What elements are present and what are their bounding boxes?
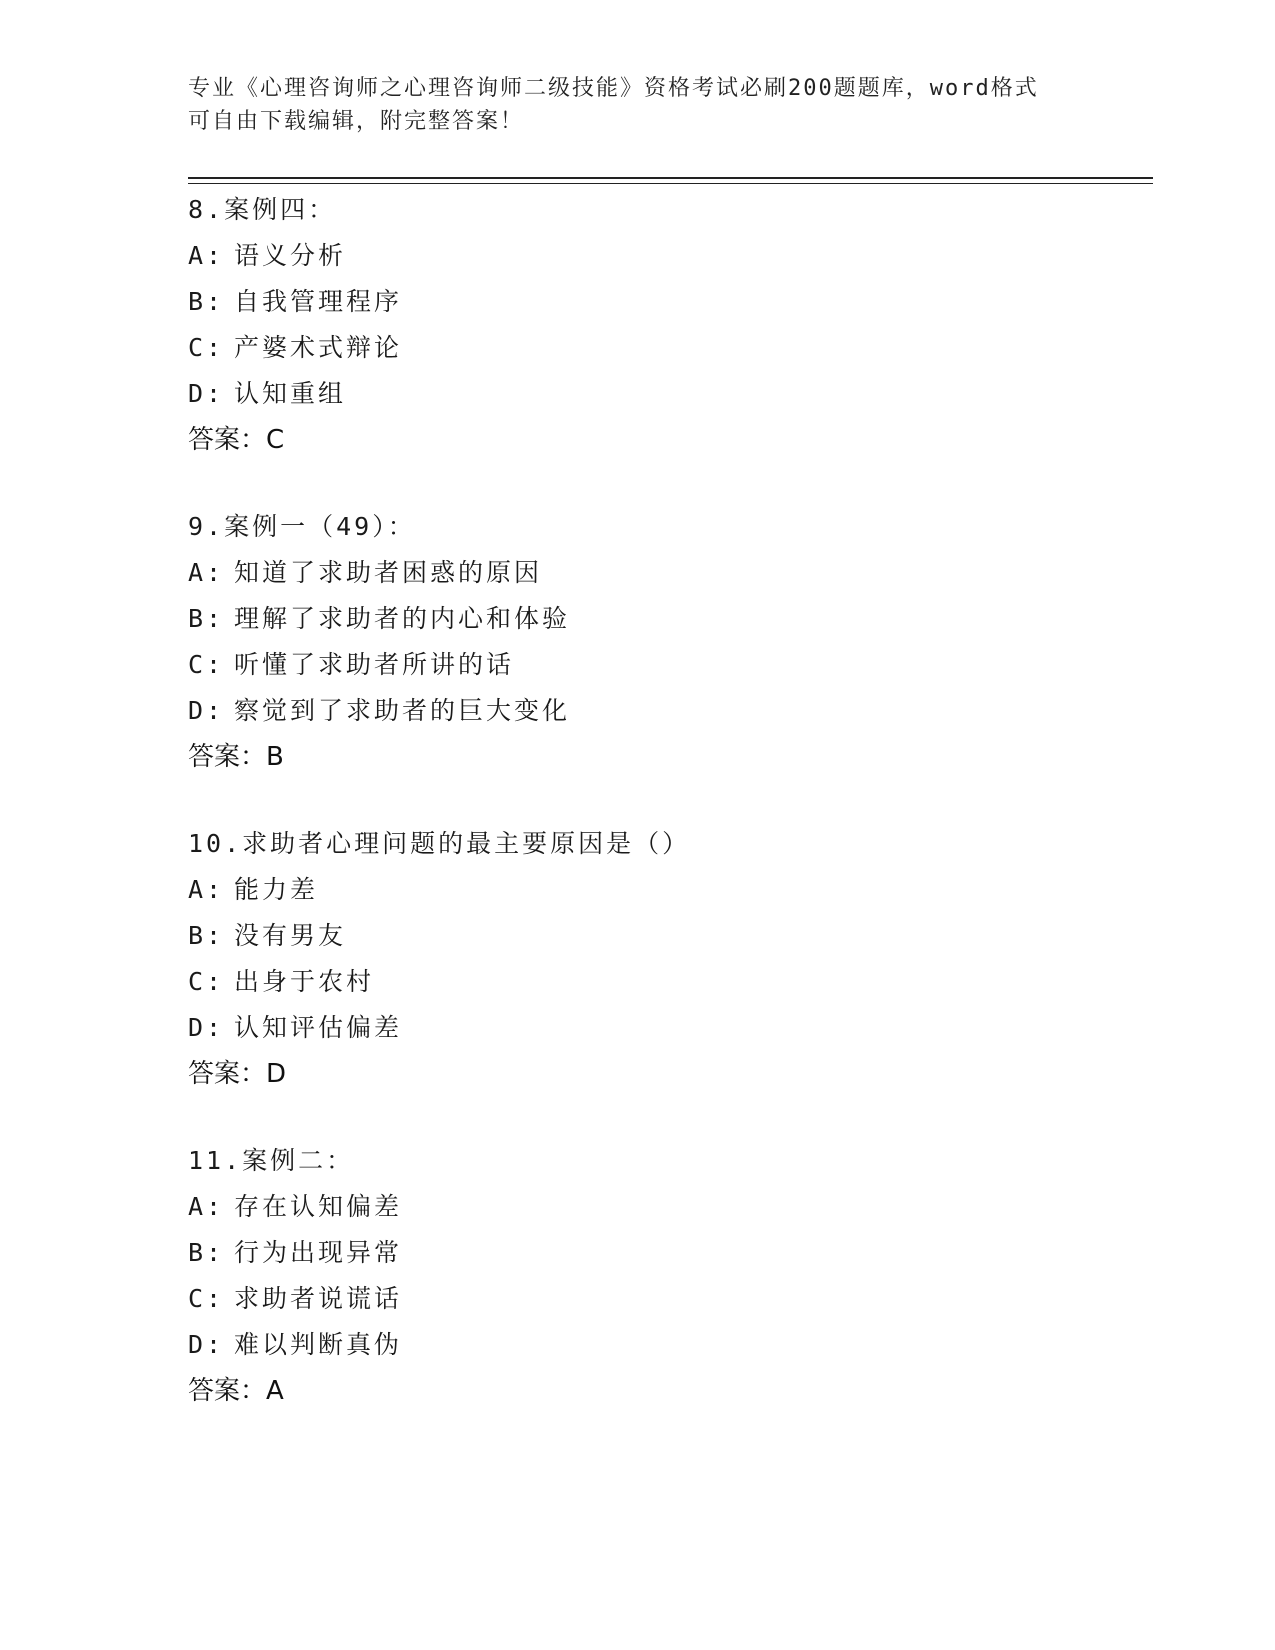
- option-letter: C:: [188, 1284, 225, 1313]
- option-letter: A:: [188, 241, 225, 270]
- question-title: 10.求助者心理问题的最主要原因是（）: [188, 829, 691, 858]
- option-letter: D:: [188, 696, 225, 725]
- answer-line: 答案：B: [188, 742, 284, 772]
- option-c: [188, 959, 1153, 1005]
- option-d: [188, 1322, 1153, 1368]
- question-list: [188, 187, 1153, 1455]
- option-text: 难以判断真伪: [234, 1330, 403, 1359]
- header-divider-thin: [188, 183, 1153, 184]
- option-b: [188, 596, 1153, 642]
- header-line-1: 专业《心理咨询师之心理咨询师二级技能》资格考试必刷200题题库，word格式: [188, 76, 1039, 101]
- option-letter: C:: [188, 333, 225, 362]
- option-a: [188, 867, 1153, 913]
- option-text: 语义分析: [234, 241, 347, 270]
- option-text: 认知评估偏差: [234, 1013, 403, 1042]
- option-text: 知道了求助者困惑的原因: [234, 558, 543, 587]
- option-letter: B:: [188, 1238, 225, 1267]
- option-letter: B:: [188, 921, 225, 950]
- answer-line: 答案：C: [188, 425, 285, 455]
- option-text: 察觉到了求助者的巨大变化: [234, 696, 571, 725]
- answer-line: 答案：D: [188, 1059, 287, 1089]
- option-text: 没有男友: [234, 921, 347, 950]
- option-text: 认知重组: [234, 379, 347, 408]
- option-letter: A:: [188, 558, 225, 587]
- option-letter: A:: [188, 875, 225, 904]
- option-letter: C:: [188, 650, 225, 679]
- option-c: [188, 1276, 1153, 1322]
- question-9: [188, 504, 1153, 780]
- option-letter: B:: [188, 604, 225, 633]
- option-d: [188, 688, 1153, 734]
- option-text: 听懂了求助者所讲的话: [234, 650, 515, 679]
- question-10: [188, 821, 1153, 1097]
- option-a: [188, 550, 1153, 596]
- question-title: 8.案例四：: [188, 195, 337, 224]
- option-text: 求助者说谎话: [234, 1284, 403, 1313]
- option-b: [188, 1230, 1153, 1276]
- question-title: 11.案例二：: [188, 1146, 355, 1175]
- option-text: 自我管理程序: [234, 287, 403, 316]
- option-text: 能力差: [234, 875, 319, 904]
- question-11: [188, 1138, 1153, 1414]
- question-title: 9.案例一（49）：: [188, 512, 416, 541]
- document-header: [188, 72, 1088, 138]
- option-text: 出身于农村: [234, 967, 375, 996]
- option-a: [188, 1184, 1153, 1230]
- option-text: 行为出现异常: [234, 1238, 403, 1267]
- option-letter: C:: [188, 967, 225, 996]
- option-letter: D:: [188, 379, 225, 408]
- option-letter: D:: [188, 1013, 225, 1042]
- option-letter: B:: [188, 287, 225, 316]
- option-a: [188, 233, 1153, 279]
- option-b: [188, 279, 1153, 325]
- option-text: 理解了求助者的内心和体验: [234, 604, 571, 633]
- option-letter: D:: [188, 1330, 225, 1359]
- option-letter: A:: [188, 1192, 225, 1221]
- option-text: 产婆术式辩论: [234, 333, 403, 362]
- answer-line: 答案：A: [188, 1376, 284, 1406]
- header-line-2: 可自由下载编辑，附完整答案！: [188, 109, 525, 134]
- header-divider-thick: [188, 177, 1153, 179]
- option-b: [188, 913, 1153, 959]
- option-c: [188, 325, 1153, 371]
- option-text: 存在认知偏差: [234, 1192, 403, 1221]
- question-8: [188, 187, 1153, 463]
- option-d: [188, 1005, 1153, 1051]
- option-c: [188, 642, 1153, 688]
- option-d: [188, 371, 1153, 417]
